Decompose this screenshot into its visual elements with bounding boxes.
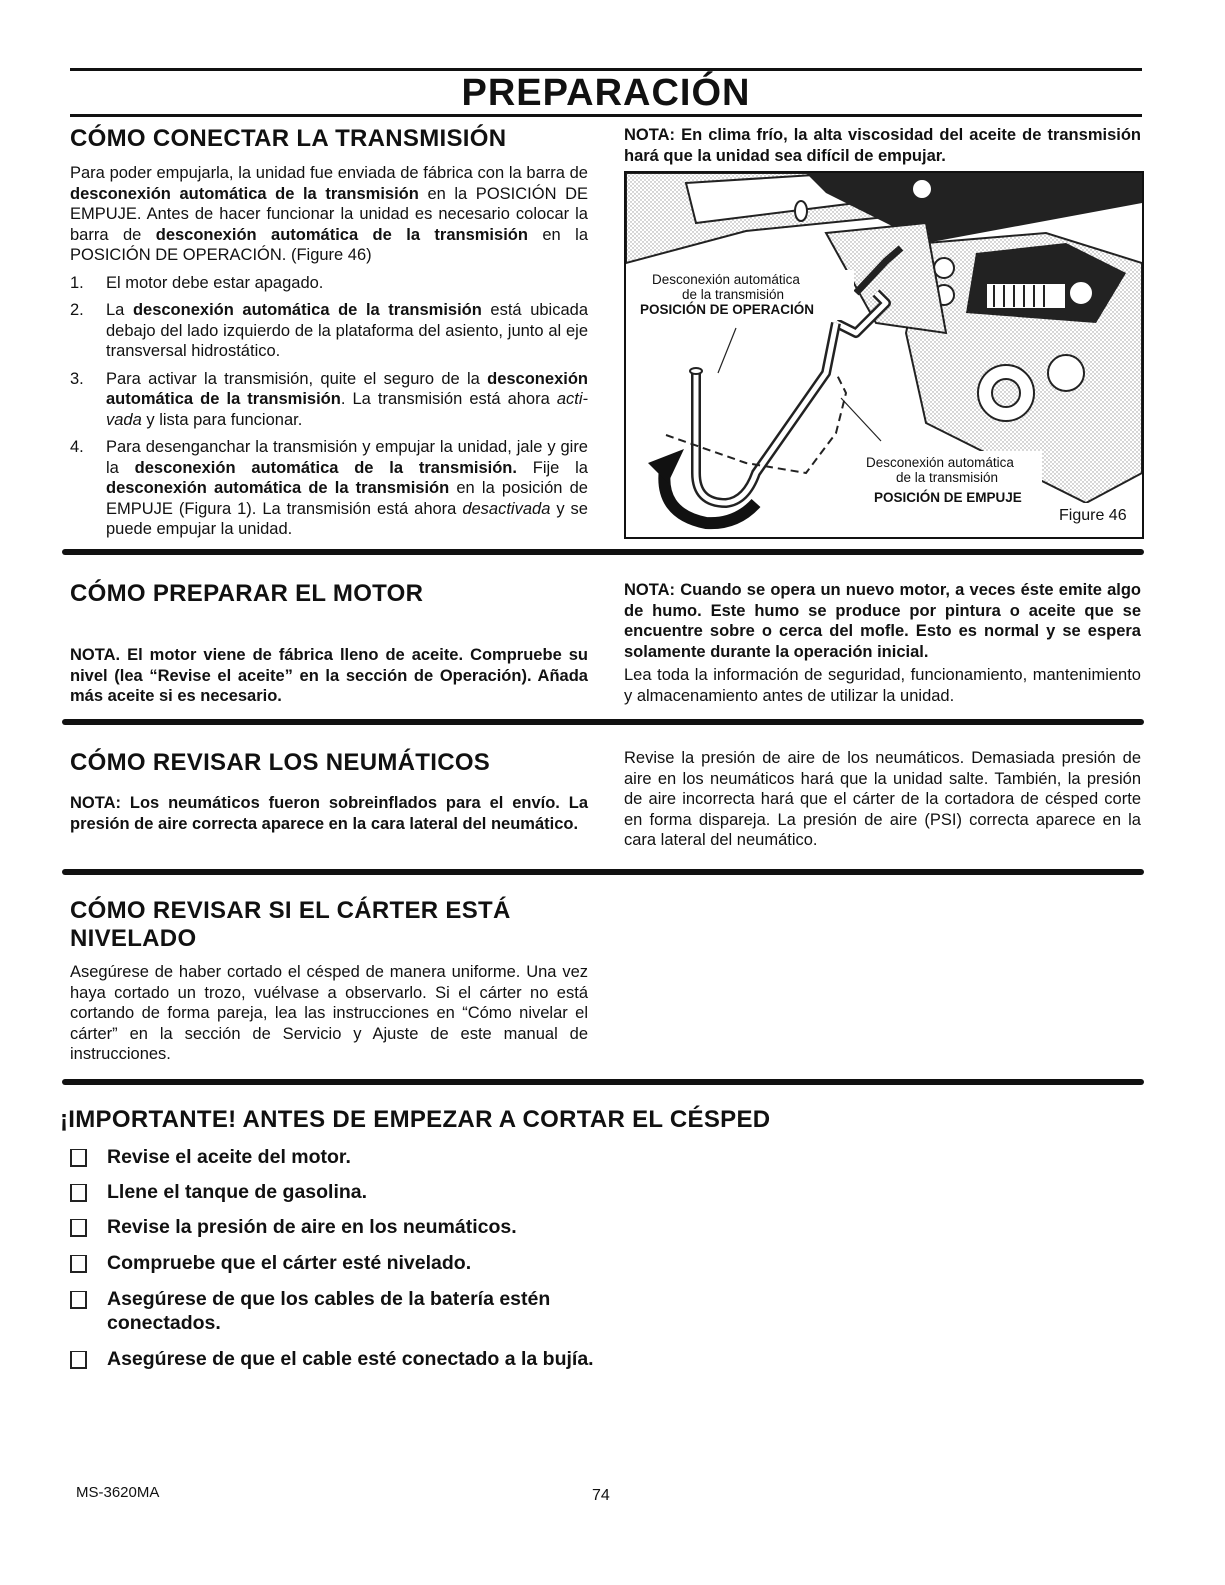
step-1 [70, 273, 588, 294]
label-push-position: POSICIÓN DE EMPUJE [874, 490, 1022, 505]
section-divider [62, 549, 1144, 555]
step-bold: desconexión automática de la transmisión. [134, 458, 517, 477]
label-push-line2: de la transmisión [896, 470, 999, 485]
step-italic: acti- vada [106, 390, 589, 429]
section1-text [70, 163, 588, 540]
section-divider [62, 1079, 1144, 1085]
step-number: 4. [70, 438, 84, 456]
section-title-tires: CÓMO REVISAR LOS NEUMÁTICOS [70, 749, 491, 776]
step-bold: desconexión automática de la transmisión [106, 479, 450, 497]
steps-list [70, 273, 588, 540]
step-text: está ubicada debajo del lado izquierdo de la plataforma del asiento, junto al eje transversal hidrostático. [106, 301, 588, 360]
read-safety-text: Lea toda la información de seguridad, funcionamiento, mantenimiento y almacenamiento antes de utilizar la unidad. [624, 666, 1141, 705]
note-cold-weather: NOTA: En clima frío, la alta viscosidad del aceite de transmisión hará que la unidad sea difícil de empujar. [624, 126, 1141, 165]
step-italic: desactivada [462, 499, 551, 518]
title-line-2: NIVELADO [70, 925, 197, 952]
checkbox-icon[interactable] [70, 1219, 87, 1237]
checklist-label: Llene el tanque de gasolina. [107, 1181, 368, 1203]
intro-text-2: en la POSICIÓN DE EMPUJE. Antes de hacer funcionar la unidad es necesario colocar la barra de [70, 184, 588, 244]
step-number: 2. [70, 301, 84, 319]
tire-pressure-text: Revise la presión de aire de los neumáticos. Demasiada presión de aire en los neumáticos hará que la unidad salte. También, la presión de aire incorrecta hará que el cárter de la cortadora de césped corte en forma dispareja. La presión de aire (PSI) correcta aparece en la cara lateral del neumático. [624, 749, 1141, 849]
note-tires: NOTA: Los neumáticos fueron sobreinflados para el envío. La presión de aire correcta aparece en la cara lateral del neumático. [70, 794, 588, 833]
step-number: 1. [70, 273, 84, 292]
step-2 [70, 300, 588, 362]
section-title-deck-level [70, 897, 511, 953]
note-engine-smoke: NOTA: Cuando se opera un nuevo motor, a veces éste emite algo de humo. Este humo se produce por pintura o aceite que se encuentre sobre o cerca del mofle. Esto es normal y se espera solamente durante la operación inicial. [624, 581, 1141, 661]
step-text: Para desenganchar la transmisión y empujar la unidad, jale y gire la [106, 438, 588, 477]
label-op-position: POSICIÓN DE OPERACIÓN [640, 302, 815, 317]
step-text: y lista para funcionar. [141, 410, 303, 429]
label-push-line1: Desconexión automática [866, 455, 1014, 470]
figure-46 [624, 171, 1144, 539]
checklist-label: Asegúrese de que el cable esté conectado a la bujía. [107, 1348, 594, 1370]
step-bold: desconexión automática de la transmisión [132, 301, 482, 319]
section-divider [62, 719, 1144, 725]
checkbox-icon[interactable] [70, 1184, 87, 1202]
label-op-line2: de la transmisión [682, 287, 785, 302]
title-line-1: CÓMO REVISAR SI EL CÁRTER ESTÁ [70, 897, 511, 924]
section-title-motor: CÓMO PREPARAR EL MOTOR [70, 580, 424, 607]
step-4 [70, 437, 588, 540]
checkbox-icon[interactable] [70, 1351, 87, 1369]
section-title-transmission: CÓMO CONECTAR LA TRANSMISIÓN [70, 125, 507, 152]
label-op-line1: Desconexión automática [652, 272, 800, 287]
checklist-label: Asegúrese de que los cables de la batería estén [107, 1288, 551, 1310]
intro-bold-2: desconexión automática de la transmisión [155, 225, 528, 244]
checklist-label: Revise la presión de aire en los neumáticos. [107, 1216, 517, 1238]
deck-level-text: Asegúrese de haber cortado el césped de manera uniforme. Una vez haya cortado un trozo, vuélvase a observarlo. Si el cárter no está cortando de forma pareja, lea las instrucciones en “Cómo nivelar el cárter” en la sección de Servicio y Ajuste de este manual de instrucciones. [70, 963, 588, 1063]
step-text: y se puede empujar la unidad. [106, 499, 588, 538]
step-bold: desconexión automática de la transmisión [106, 369, 588, 408]
note-engine-oil: NOTA. El motor viene de fábrica lleno de aceite. Compruebe su nivel (lea “Revise el aceite” en la sección de Operación). Añada más aceite si es necesario. [70, 646, 588, 705]
transmission-illustration [626, 173, 1142, 537]
page-title: PREPARACIÓN [461, 72, 751, 114]
checkbox-icon[interactable] [70, 1149, 87, 1167]
step-number: 3. [70, 369, 84, 388]
checkbox-icon[interactable] [70, 1255, 87, 1273]
checklist-label-line2: conectados. [107, 1312, 221, 1334]
step-text: en la posición de EMPUJE (Figura 1). La transmisión está ahora [106, 479, 588, 518]
intro-text-1: Para poder empujarla, la unidad fue enviada de fábrica con la barra de [70, 164, 588, 182]
checklist-label: Compruebe que el cárter esté nivelado. [107, 1252, 472, 1274]
checklist-label: Revise el aceite del motor. [107, 1146, 351, 1168]
intro-text-3: en la POSICIÓN DE OPERACIÓN. (Figure 46) [70, 225, 588, 264]
step-text: Para activar la transmisión, quite el seguro de la [106, 369, 488, 388]
step-text: Fije la [516, 458, 588, 477]
section1-intro [70, 163, 588, 266]
page-number: 74 [592, 1487, 610, 1504]
step-3 [70, 369, 588, 431]
title-rule [70, 114, 1142, 117]
intro-bold-1: desconexión automática de la transmisión [70, 184, 419, 203]
section-title-important: ¡IMPORTANTE! ANTES DE EMPEZAR A CORTAR EL CÉSPED [60, 1106, 771, 1133]
checkbox-icon[interactable] [70, 1291, 87, 1309]
figure-caption: Figure 46 [1059, 507, 1127, 524]
step-text: La [106, 301, 133, 319]
step-text: El motor debe estar apagado. [106, 273, 324, 292]
section-divider [62, 869, 1144, 875]
doc-code: MS-3620MA [76, 1484, 160, 1501]
step-text: . La transmisión está ahora [340, 390, 557, 408]
